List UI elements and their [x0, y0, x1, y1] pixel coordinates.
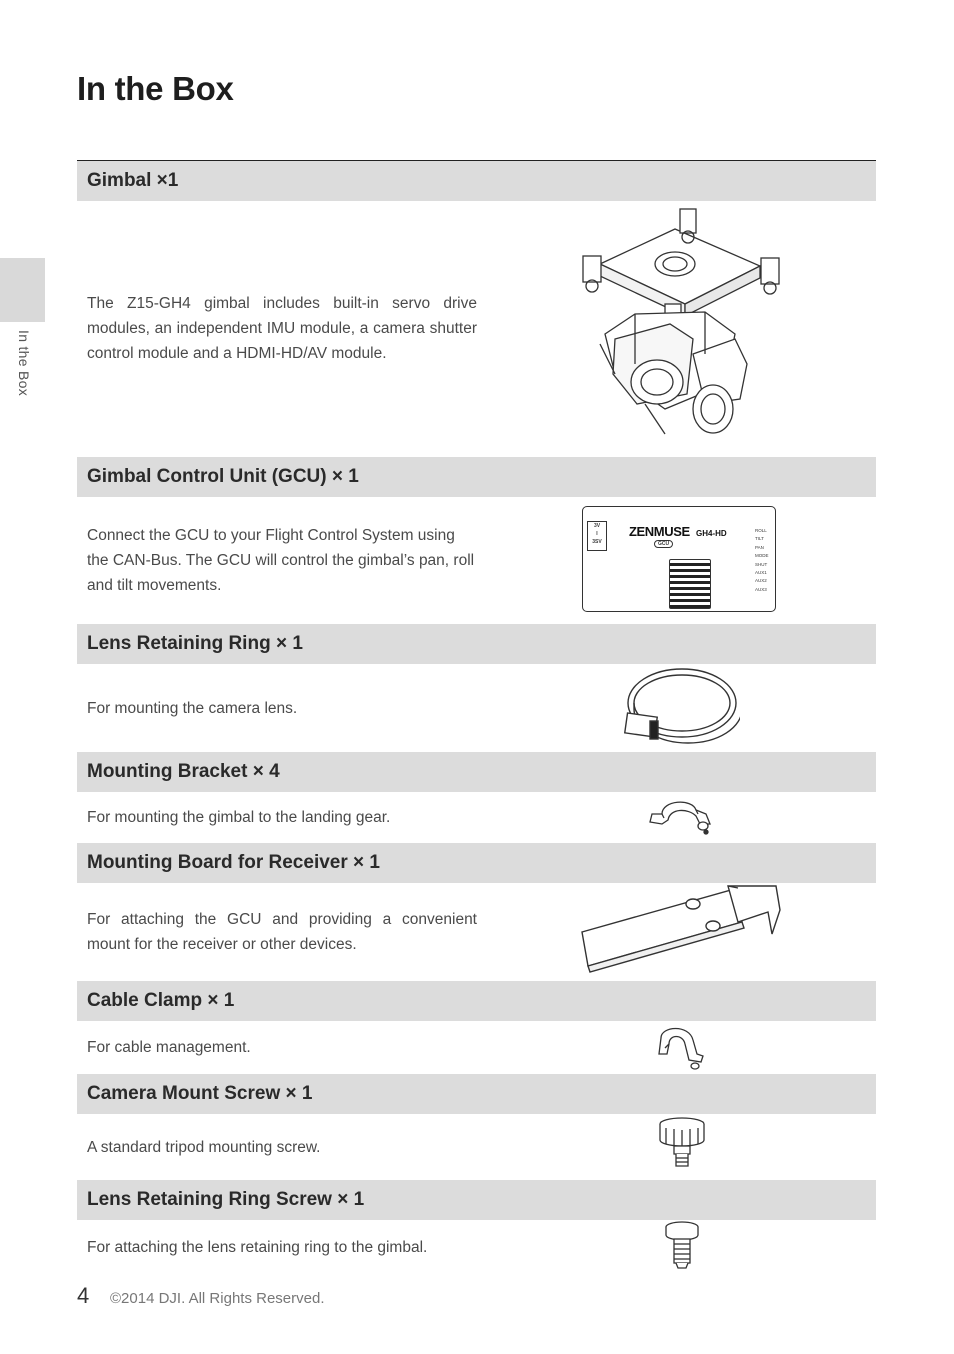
section-description: Connect the GCU to your Flight Control System using the CAN-Bus. The GCU will control the gimbal’s pan, roll and tilt movements.: [87, 527, 475, 594]
mount-screw-illustration: [656, 1116, 708, 1172]
gcu-port: PAN: [755, 544, 764, 550]
section-description: The Z15-GH4 gimbal includes built-in servo drive modules, an independent IMU module, a camera shutter control module and a HDMI-HD/AV module.: [87, 295, 477, 362]
section-header-cable-clamp: [77, 981, 876, 1021]
section-header-ring-screw: [77, 1180, 876, 1220]
section-description: For mounting the gimbal to the landing gear.: [87, 809, 391, 826]
section-header-lens-ring: [77, 624, 876, 664]
section-header-camera-mount-screw: [77, 1074, 876, 1114]
lens-ring-illustration: [620, 663, 740, 747]
section-header-gcu: [77, 457, 876, 497]
section-description: For mounting the camera lens.: [87, 700, 298, 717]
section-title: Gimbal Control Unit (GCU) × 1: [87, 466, 359, 487]
gcu-port: AUX3: [755, 586, 767, 592]
side-tab-label: In the Box: [16, 330, 32, 397]
section-description: A standard tripod mounting screw.: [87, 1139, 321, 1156]
page-number: 4: [77, 1283, 90, 1308]
gcu-model: GH4-HD: [696, 529, 727, 538]
gcu-brand: ZENMUSE: [629, 524, 690, 539]
section-title: Mounting Board for Receiver × 1: [87, 852, 380, 873]
section-description: For attaching the GCU and providing a convenient mount for the receiver or other devices.: [87, 911, 477, 953]
gcu-port: SHUT: [755, 561, 768, 567]
side-tab: [0, 258, 45, 322]
section-header-mounting-bracket: [77, 752, 876, 792]
gcu-unit-label: GCU: [654, 540, 673, 548]
bracket-illustration: [648, 794, 718, 838]
section-title: Lens Retaining Ring × 1: [87, 633, 303, 654]
gcu-vent-grille: [669, 559, 711, 609]
gcu-port: AUX2: [755, 578, 767, 584]
section-title: Mounting Bracket × 4: [87, 761, 280, 782]
gcu-port-list: [755, 527, 773, 594]
board-illustration: [578, 880, 784, 976]
section-description: For cable management.: [87, 1039, 251, 1056]
section-title: Camera Mount Screw × 1: [87, 1083, 313, 1104]
section-description: For attaching the lens retaining ring to the gimbal.: [87, 1239, 428, 1256]
section-title: Gimbal ×1: [87, 170, 179, 191]
gcu-port: ROLL: [755, 528, 767, 533]
gcu-port: AUX1: [755, 570, 767, 576]
ring-screw-illustration: [664, 1220, 700, 1270]
section-title: Cable Clamp × 1: [87, 990, 235, 1011]
page-title: In the Box: [77, 70, 234, 107]
copyright-notice: ©2014 DJI. All Rights Reserved.: [110, 1290, 325, 1307]
gcu-port: TILT: [755, 536, 764, 542]
gcu-illustration: [582, 506, 776, 612]
gcu-power-label: 3V I 3SV: [587, 521, 607, 551]
section-title: Lens Retaining Ring Screw × 1: [87, 1189, 365, 1210]
cable-clamp-illustration: [655, 1024, 709, 1070]
section-header-gimbal: [77, 161, 876, 201]
section-header-mounting-board: [77, 843, 876, 883]
gimbal-illustration: [575, 204, 785, 448]
gcu-port: MODE: [755, 553, 769, 559]
